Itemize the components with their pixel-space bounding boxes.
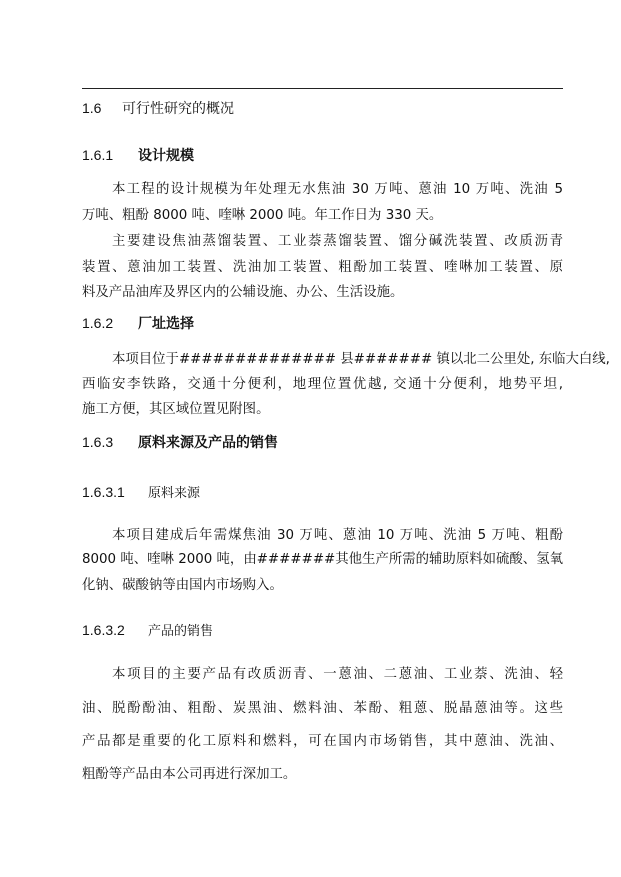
paragraph-line: 本项目位于############## 县####### 镇以北二公里处, 东临大白线, <box>112 352 610 367</box>
paragraph-line: 西临安李铁路，交通十分便利，地理位置优越, 交通十分便利，地势平坦, <box>82 377 563 392</box>
paragraph-line: 本工程的设计规模为年处理无水焦油 30 万吨、蒽油 10 万吨、洗油 5 <box>112 182 563 197</box>
raw-source-heading <box>82 482 200 504</box>
paragraph-line: 料及产品油库及界区内的公辅设施、办公、生活设施。 <box>82 285 404 300</box>
paragraph-line: 产品都是重要的化工原料和燃料，可在国内市场销售，其中蒽油、洗油、 <box>82 734 563 749</box>
section-title: 可行性研究的概况 <box>122 101 234 117</box>
product-sales-title: 产品的销售 <box>148 624 214 639</box>
design-scale-heading <box>82 145 194 166</box>
raw-source-number: 1.6.3.1 <box>82 484 125 500</box>
paragraph-line: 化钠、碳酸钠等由国内市场购入。 <box>82 578 283 593</box>
section-number: 1.6 <box>82 100 102 116</box>
raw-materials-number: 1.6.3 <box>82 434 114 450</box>
raw-materials-heading <box>82 432 278 453</box>
site-selection-title: 厂址选择 <box>138 316 194 332</box>
paragraph-line: 油、脱酚酚油、粗酚、炭黑油、燃料油、苯酚、粗蒽、脱晶蒽油等。这些 <box>82 701 563 716</box>
paragraph-line: 粗酚等产品由本公司再进行深加工。 <box>82 767 297 782</box>
site-selection-heading <box>82 313 194 334</box>
site-selection-number: 1.6.2 <box>82 315 114 331</box>
paragraph-line: 主要建设焦油蒸馏装置、工业萘蒸馏装置、馏分碱洗装置、改质沥青 <box>112 234 563 249</box>
section-heading <box>82 98 234 119</box>
paragraph-line: 装置、蒽油加工装置、洗油加工装置、粗酚加工装置、喹啉加工装置、原 <box>82 260 563 275</box>
paragraph-line: 8000 吨、喹啉 2000 吨，由#######其他生产所需的辅助原料如硫酸、氢氧 <box>82 552 563 567</box>
design-scale-title: 设计规模 <box>138 148 194 164</box>
product-sales-number: 1.6.3.2 <box>82 622 125 638</box>
header-rule <box>82 88 563 89</box>
product-sales-heading <box>82 620 213 642</box>
design-scale-number: 1.6.1 <box>82 147 114 163</box>
paragraph-line: 万吨、粗酚 8000 吨、喹啉 2000 吨。年工作日为 330 天。 <box>82 208 443 223</box>
raw-materials-title: 原料来源及产品的销售 <box>138 435 278 451</box>
paragraph-line: 施工方便，其区域位置见附图。 <box>82 402 270 417</box>
raw-source-title: 原料来源 <box>148 486 201 501</box>
paragraph-line: 本项目建成后年需煤焦油 30 万吨、蒽油 10 万吨、洗油 5 万吨、粗酚 <box>112 528 563 543</box>
paragraph-line: 本项目的主要产品有改质沥青、一蒽油、二蒽油、工业萘、洗油、轻 <box>112 667 563 682</box>
